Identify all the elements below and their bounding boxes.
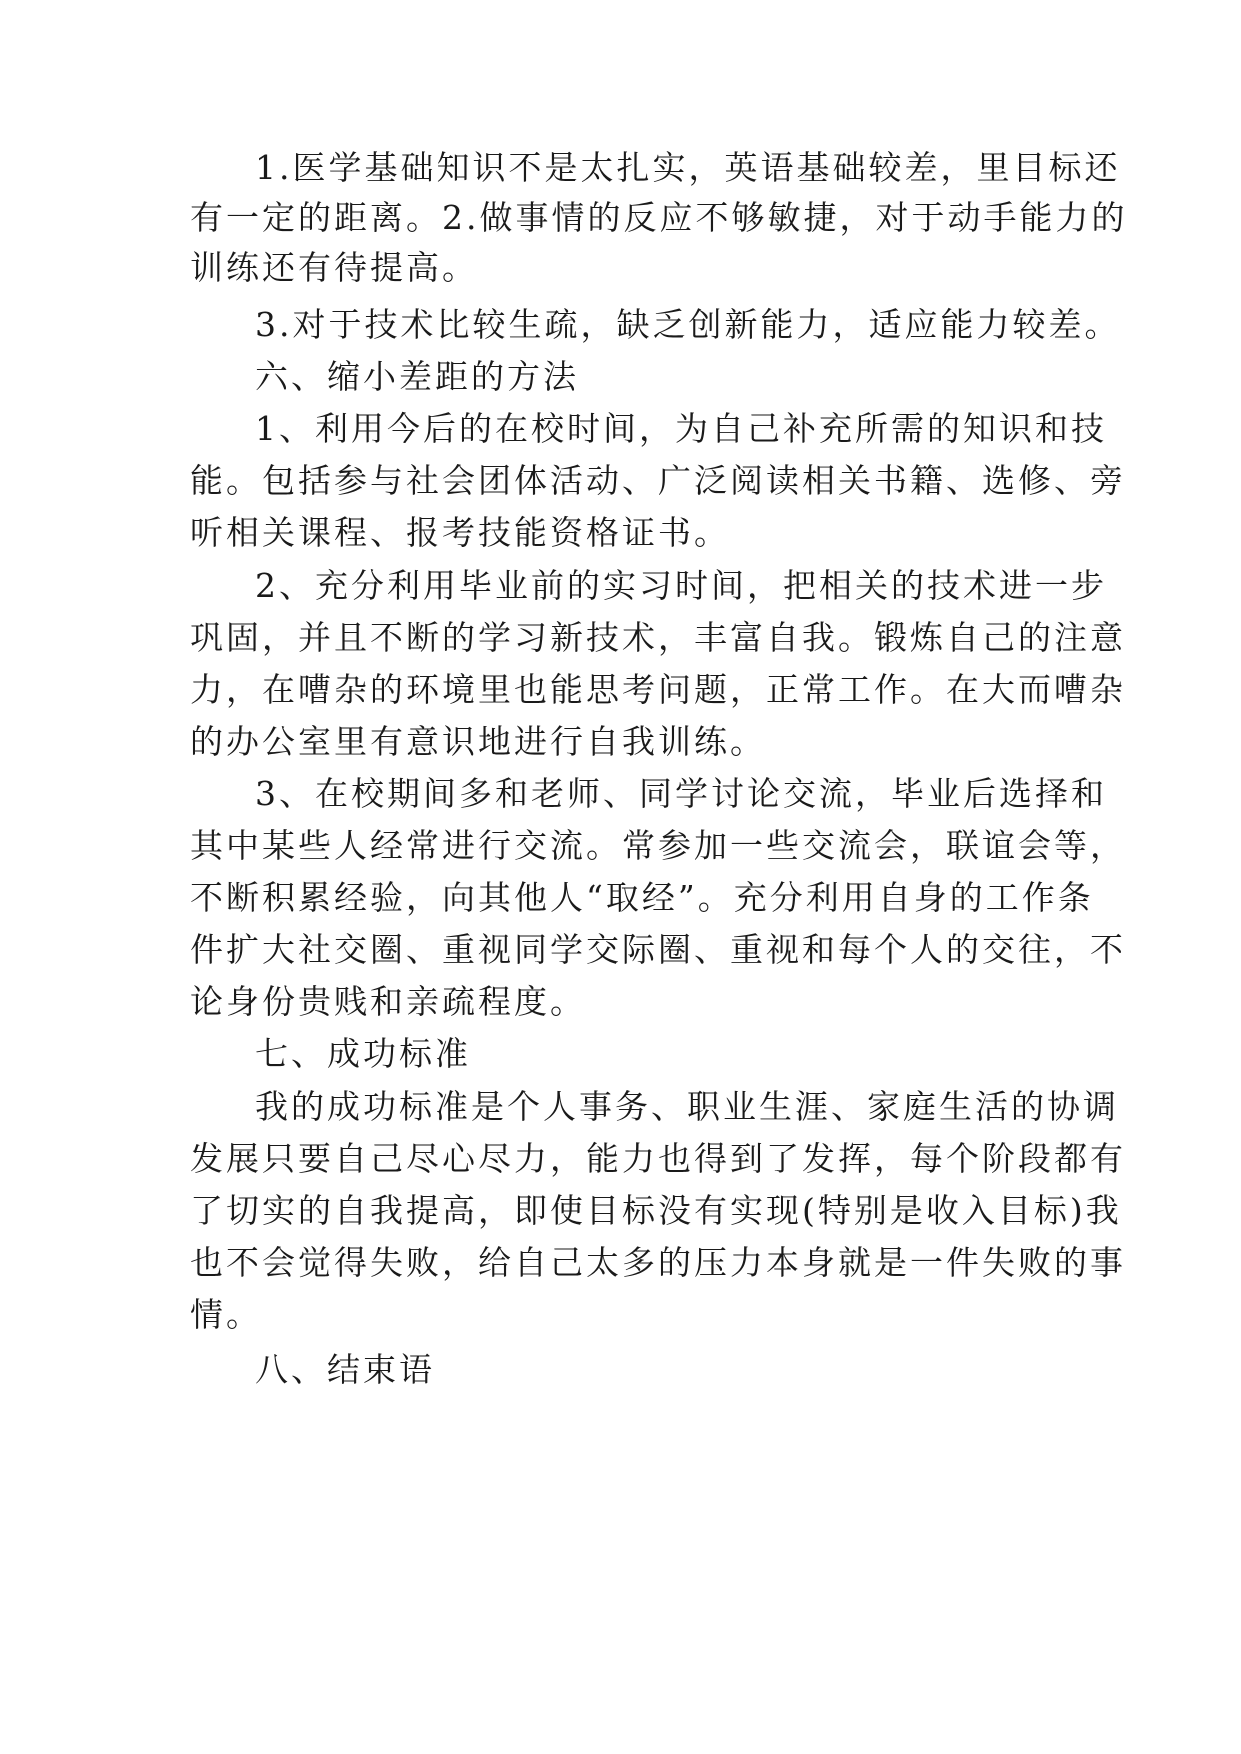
paragraph-line: 2、充分利用毕业前的实习时间，把相关的技术进一步: [255, 566, 1107, 605]
paragraph-line: 我的成功标准是个人事务、职业生涯、家庭生活的协调: [255, 1087, 1119, 1126]
paragraph-line: 力，在嘈杂的环境里也能思考问题，正常工作。在大而嘈杂: [190, 670, 1126, 709]
paragraph-line: 的办公室里有意识地进行自我训练。: [190, 722, 766, 761]
paragraph-line: 不断积累经验，向其他人“取经”。充分利用自身的工作条: [190, 878, 1094, 917]
section-heading: 八、结束语: [255, 1350, 435, 1389]
paragraph-line: 发展只要自己尽心尽力，能力也得到了发挥，每个阶段都有: [190, 1139, 1126, 1178]
paragraph-line: 1.医学基础知识不是太扎实，英语基础较差，里目标还: [255, 148, 1121, 187]
paragraph-line: 也不会觉得失败，给自己太多的压力本身就是一件失败的事: [190, 1243, 1126, 1282]
paragraph-line: 件扩大社交圈、重视同学交际圈、重视和每个人的交往，不: [190, 930, 1126, 969]
paragraph-line: 1、利用今后的在校时间，为自己补充所需的知识和技: [255, 409, 1107, 448]
paragraph-line: 能。包括参与社会团体活动、广泛阅读相关书籍、选修、旁: [190, 461, 1126, 500]
paragraph-line: 3、在校期间多和老师、同学讨论交流，毕业后选择和: [255, 774, 1107, 813]
paragraph-line: 3.对于技术比较生疏，缺乏创新能力，适应能力较差。: [255, 305, 1121, 344]
paragraph-line: 情。: [190, 1295, 262, 1334]
paragraph-line: 论身份贵贱和亲疏程度。: [190, 982, 586, 1021]
paragraph-line: 听相关课程、报考技能资格证书。: [190, 513, 730, 552]
paragraph-line: 其中某些人经常进行交流。常参加一些交流会，联谊会等，: [190, 826, 1126, 865]
paragraph-line: 了切实的自我提高，即使目标没有实现(特别是收入目标)我: [190, 1191, 1122, 1230]
paragraph-line: 巩固，并且不断的学习新技术，丰富自我。锻炼自己的注意: [190, 618, 1126, 657]
section-heading: 六、缩小差距的方法: [255, 357, 579, 396]
section-heading: 七、成功标准: [255, 1034, 471, 1073]
paragraph-line: 训练还有待提高。: [190, 248, 478, 287]
paragraph-line: 有一定的距离。2.做事情的反应不够敏捷，对于动手能力的: [190, 198, 1128, 237]
